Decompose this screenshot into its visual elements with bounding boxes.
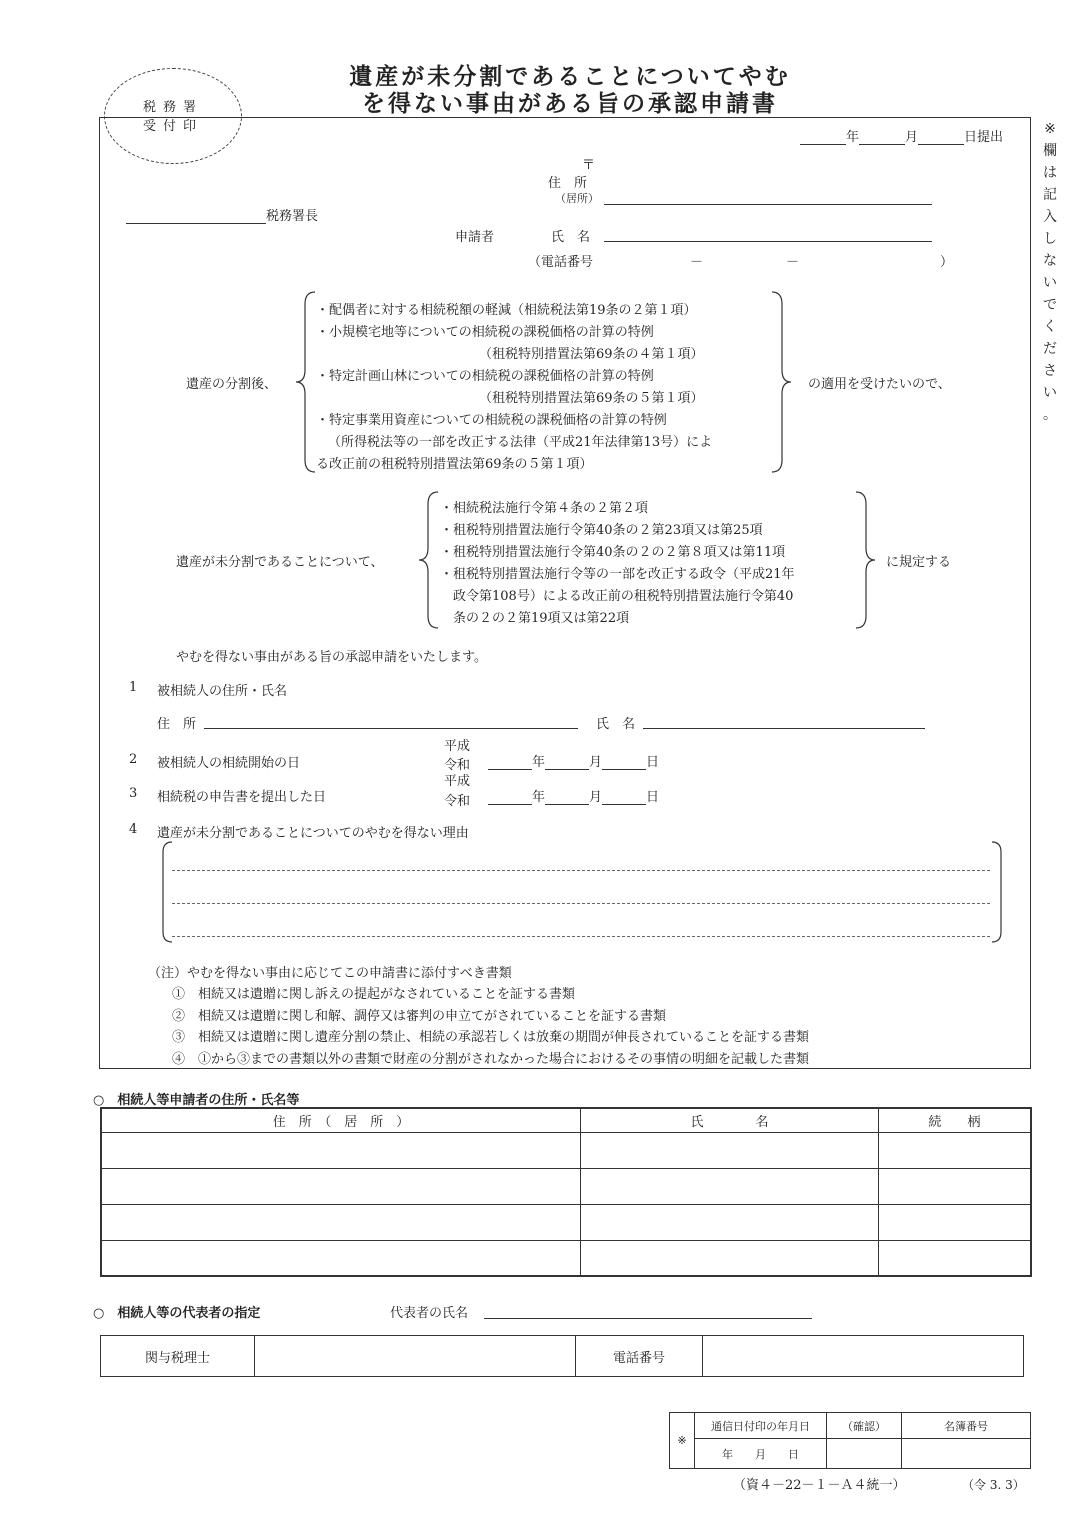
col-name: 氏 名 bbox=[581, 1108, 879, 1132]
section1-item: （所得税法等の一部を改正する法律（平成21年法律第13号）によ bbox=[328, 435, 713, 450]
section2-items bbox=[440, 498, 795, 630]
deceased-name-field[interactable] bbox=[643, 728, 925, 729]
section1-item: ・配偶者に対する相続税額の軽減（相続税法第19条の２第１項） bbox=[316, 303, 697, 318]
side-note-char: は bbox=[1043, 165, 1057, 181]
phone-number-label: 電話番号 bbox=[576, 1336, 703, 1377]
office-use-table bbox=[669, 1412, 1031, 1469]
address-label: 住 所 bbox=[548, 176, 588, 191]
representative-heading: 相続人等の代表者の指定 bbox=[117, 1306, 261, 1321]
q2-era-heisei[interactable]: 平成 bbox=[444, 739, 471, 754]
q3-number: 3 bbox=[129, 786, 138, 801]
heir-name-cell[interactable] bbox=[581, 1204, 879, 1240]
deceased-address-field[interactable] bbox=[204, 728, 578, 729]
tax-accountant-table bbox=[100, 1335, 1024, 1377]
phone-dash-1: － bbox=[690, 255, 704, 270]
section2-tail: に規定する bbox=[886, 555, 952, 570]
heirs-table bbox=[100, 1107, 1032, 1277]
date-year-field[interactable] bbox=[800, 144, 846, 145]
section2-item: ・租税特別措置法施行令等の一部を改正する政令（平成21年 bbox=[440, 567, 795, 582]
reason-bracket-frame bbox=[160, 840, 1004, 946]
representative-bullet: ○ bbox=[93, 1306, 105, 1321]
q2-era-reiwa[interactable]: 令和 bbox=[444, 758, 471, 773]
q1-number: 1 bbox=[129, 680, 138, 695]
name-label: 氏 名 bbox=[551, 230, 591, 245]
q3-label: 相続税の申告書を提出した日 bbox=[157, 790, 327, 805]
note-item: ③ 相続又は遺贈に関し遺産分割の禁止、相続の承認若しくは放棄の期間が伸長されていることを証する書類 bbox=[172, 1030, 810, 1045]
section2-item: ・租税特別措置法施行令第40条の２第23項又は第25項 bbox=[440, 523, 763, 538]
q2-day-field[interactable] bbox=[602, 769, 646, 770]
heirs-heading: 相続人等申請者の住所・氏名等 bbox=[117, 1093, 300, 1108]
submission-date: 年 月 日提出 bbox=[800, 126, 1003, 145]
tax-accountant-phone-field[interactable] bbox=[703, 1336, 1024, 1377]
section2-lead: 遺産が未分割であることについて、 bbox=[176, 555, 384, 570]
heir-relation-cell[interactable] bbox=[879, 1204, 1032, 1240]
q2-year-field[interactable] bbox=[488, 769, 532, 770]
office-use-register-cell bbox=[902, 1439, 1031, 1469]
note-item: ④ ①から③までの書類以外の書類で財産の分割がされなかった場合におけるその事情の明細を記載した書類 bbox=[172, 1051, 810, 1067]
note-item: ② 相続又は遺贈に関し和解、調停又は審判の申立てがされていることを証する書類 bbox=[172, 1008, 667, 1024]
section1-item: （租税特別措置法第69条の４第１項） bbox=[479, 347, 704, 362]
q2-label: 被相続人の相続開始の日 bbox=[157, 756, 301, 771]
col-address: 住 所 （ 居 所 ） bbox=[101, 1108, 581, 1132]
form-title-line2: を得ない事由がある旨の承認申請書 bbox=[362, 91, 778, 117]
q3-era-reiwa[interactable]: 令和 bbox=[444, 794, 471, 809]
section1-lead: 遺産の分割後、 bbox=[186, 377, 278, 392]
applicant-name-field[interactable] bbox=[604, 241, 932, 242]
heir-name-cell[interactable] bbox=[581, 1168, 879, 1204]
section2-item: ・相続税法施行令第４条の２第２項 bbox=[440, 501, 649, 516]
q2-number: 2 bbox=[129, 752, 138, 767]
section1-item: ・小規模宅地等についての相続税の課税価格の計算の特例 bbox=[316, 325, 654, 340]
side-note-vertical bbox=[1040, 118, 1060, 426]
date-day-field[interactable] bbox=[918, 144, 964, 145]
section2-item: ・租税特別措置法施行令第40条の２の２第８項又は第11項 bbox=[440, 545, 786, 560]
side-note-char: ※ bbox=[1044, 121, 1056, 137]
side-note-char: な bbox=[1043, 253, 1057, 269]
heir-relation-cell[interactable] bbox=[879, 1168, 1032, 1204]
table-row bbox=[101, 1168, 1031, 1204]
q2-date: 年 月 日 bbox=[488, 751, 659, 770]
heir-address-cell[interactable] bbox=[101, 1168, 581, 1204]
revision-code: （令 3. 3） bbox=[962, 1478, 1025, 1492]
phone-close: ） bbox=[940, 255, 954, 270]
side-note-char: だ bbox=[1043, 341, 1057, 357]
heir-address-cell[interactable] bbox=[101, 1132, 581, 1168]
stamp-label-line1: 税務署 bbox=[142, 100, 203, 115]
tax-office-suffix: 税務署長 bbox=[266, 209, 319, 224]
tax-office-name-field[interactable] bbox=[126, 223, 266, 224]
representative-heading-row bbox=[93, 1302, 260, 1321]
side-note-char: 。 bbox=[1043, 407, 1057, 423]
q4-label: 遺産が未分割であることについてのやむを得ない理由 bbox=[157, 826, 469, 841]
office-use-col2: （確認） bbox=[827, 1413, 902, 1439]
q3-date: 年 月 日 bbox=[488, 786, 659, 805]
note-item: ① 相続又は遺贈に関し訴えの提起がなされていることを証する書類 bbox=[172, 987, 576, 1002]
request-line: やむを得ない事由がある旨の承認申請をいたします。 bbox=[176, 650, 487, 665]
applicant-address-field[interactable] bbox=[604, 204, 932, 205]
form-code: （資４－22－１－Ａ４統一） bbox=[733, 1478, 906, 1493]
side-note-char: 欄 bbox=[1043, 143, 1057, 159]
section1-item: ・特定計画山林についての相続税の課税価格の計算の特例 bbox=[316, 369, 654, 384]
phone-dash-2: － bbox=[786, 255, 800, 270]
q1-name-label: 氏 名 bbox=[596, 717, 636, 732]
form-title-line1: 遺産が未分割であることについてやむ bbox=[349, 64, 791, 90]
office-use-check-cell bbox=[827, 1439, 902, 1469]
stamp-label-line2: 受付印 bbox=[142, 119, 203, 134]
notes-header: （注）やむを得ない事由に応じてこの申請書に添付すべき書類 bbox=[148, 966, 512, 981]
heir-relation-cell[interactable] bbox=[879, 1132, 1032, 1168]
side-note-char: 入 bbox=[1043, 209, 1057, 225]
section2-right-brace bbox=[854, 490, 878, 630]
tax-accountant-label: 関与税理士 bbox=[101, 1336, 255, 1377]
q3-month-field[interactable] bbox=[545, 804, 589, 805]
heir-relation-cell[interactable] bbox=[879, 1240, 1032, 1276]
heirs-bullet: ○ bbox=[93, 1093, 105, 1108]
section1-items bbox=[316, 300, 712, 476]
q1-label: 被相続人の住所・氏名 bbox=[157, 684, 288, 699]
residence-label: （居所） bbox=[555, 192, 599, 205]
heir-name-cell[interactable] bbox=[581, 1132, 879, 1168]
q4-number: 4 bbox=[129, 822, 138, 837]
q3-year-field[interactable] bbox=[488, 804, 532, 805]
applicant-label: 申請者 bbox=[455, 230, 495, 245]
office-use-col3: 名簿番号 bbox=[902, 1413, 1031, 1439]
reason-line-1[interactable] bbox=[172, 870, 990, 871]
tax-accountant-field[interactable] bbox=[255, 1336, 576, 1377]
reason-line-3[interactable] bbox=[172, 936, 990, 937]
section2-item: 条の２の２第19項又は第22項 bbox=[453, 611, 630, 626]
representative-name-label: 代表者の氏名 bbox=[390, 1306, 469, 1321]
section1-tail: の適用を受けたいので、 bbox=[808, 377, 951, 392]
section1-right-brace bbox=[770, 290, 794, 474]
side-note-char: で bbox=[1043, 297, 1057, 313]
section2-left-brace bbox=[416, 490, 440, 630]
table-row bbox=[101, 1204, 1031, 1240]
phone-label: （電話番号 bbox=[528, 255, 594, 270]
heir-name-cell[interactable] bbox=[581, 1240, 879, 1276]
section2-item: 政令第108号）による改正前の租税特別措置法施行令第40 bbox=[453, 589, 794, 604]
col-relation: 続 柄 bbox=[879, 1108, 1032, 1132]
section1-item: ・特定事業用資産についての相続税の課税価格の計算の特例 bbox=[316, 413, 667, 428]
heirs-heading-row bbox=[93, 1089, 299, 1108]
notes-list bbox=[172, 984, 809, 1070]
heir-address-cell[interactable] bbox=[101, 1204, 581, 1240]
q1-address-label: 住 所 bbox=[157, 717, 197, 732]
section1-left-brace bbox=[293, 290, 317, 474]
office-use-col1: 通信日付印の年月日 bbox=[695, 1413, 827, 1439]
table-row bbox=[101, 1132, 1031, 1168]
side-note-char: い bbox=[1043, 275, 1057, 291]
office-use-mark: ※ bbox=[670, 1413, 695, 1469]
tax-office-line bbox=[126, 205, 318, 224]
q2-month-field[interactable] bbox=[545, 769, 589, 770]
representative-name-field[interactable] bbox=[484, 1318, 812, 1319]
section1-item: る改正前の租税特別措置法第69条の５第１項） bbox=[316, 457, 593, 472]
q3-era-heisei[interactable]: 平成 bbox=[444, 774, 471, 789]
office-use-date: 年 月 日 bbox=[695, 1439, 827, 1469]
reason-line-2[interactable] bbox=[172, 903, 990, 904]
side-note-char: し bbox=[1043, 231, 1057, 247]
section1-item: （租税特別措置法第69条の５第１項） bbox=[479, 391, 704, 406]
side-note-char: く bbox=[1043, 319, 1057, 335]
date-month-field[interactable] bbox=[859, 144, 905, 145]
heir-address-cell[interactable] bbox=[101, 1240, 581, 1276]
q3-day-field[interactable] bbox=[602, 804, 646, 805]
side-note-char: 記 bbox=[1043, 187, 1057, 203]
side-note-char: さ bbox=[1043, 363, 1057, 379]
postal-mark: 〒 bbox=[582, 158, 596, 173]
side-note-char: い bbox=[1043, 385, 1057, 401]
table-row bbox=[101, 1240, 1031, 1276]
heirs-header-row bbox=[101, 1108, 1031, 1132]
